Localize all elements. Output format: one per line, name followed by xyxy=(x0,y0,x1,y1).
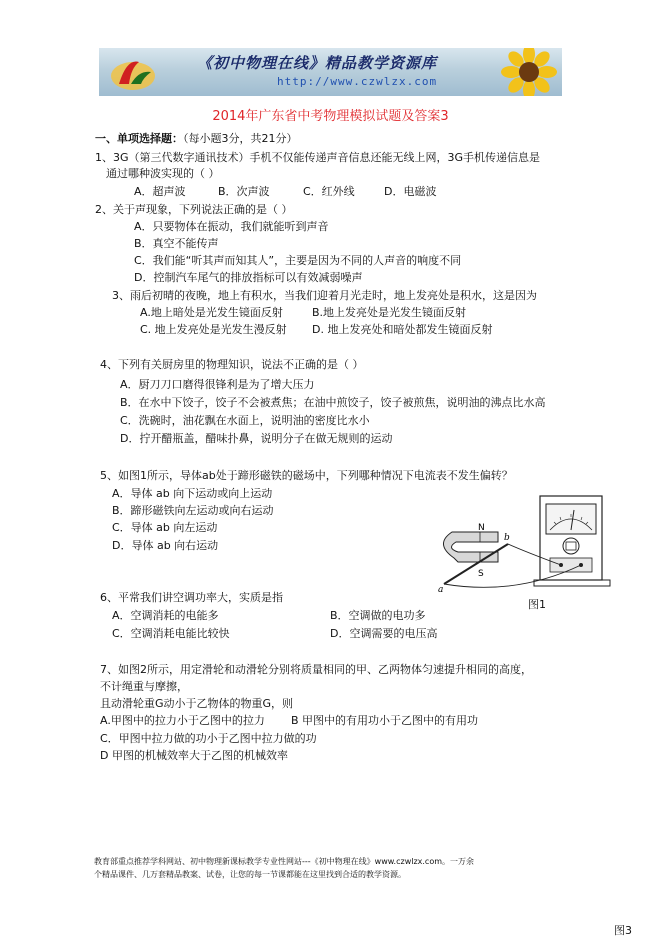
q1-option-b: B．次声波 xyxy=(218,185,270,198)
q4-option-d: D．拧开醋瓶盖，醋味扑鼻，说明分子在做无规则的运动 xyxy=(120,432,393,445)
q2-stem: 2、关于声现象，下列说法正确的是（ ） xyxy=(95,203,293,216)
label-n: N xyxy=(478,523,485,533)
logo-icon xyxy=(109,54,157,92)
label-a: a xyxy=(438,585,444,595)
q4-stem: 4、下列有关厨房里的物理知识，说法不正确的是（ ） xyxy=(100,358,364,371)
banner-url: http://www.czwlzx.com xyxy=(277,75,438,88)
banner-title: 《初中物理在线》精品教学资源库 xyxy=(197,54,438,72)
q2-option-a: A．只要物体在振动，我们就能听到声音 xyxy=(134,220,329,233)
q6-option-d: D．空调需要的电压高 xyxy=(330,627,438,640)
q5-option-c: C．导体 ab 向左运动 xyxy=(112,521,218,534)
horseshoe-magnet xyxy=(443,532,498,562)
q5-option-a: A．导体 ab 向下运动或向上运动 xyxy=(112,487,273,500)
footer-line2: 个精品课件、几万套精品教案、试卷，让您的每一节课都能在这里找到合适的教学资源。 xyxy=(94,870,406,879)
section-heading-note: （每小题3分，共21分） xyxy=(183,132,298,145)
q5-option-d: D．导体 ab 向右运动 xyxy=(112,539,219,552)
q7-option-b: B 甲图中的有用功小于乙图中的有用功 xyxy=(291,714,479,727)
q7-stem-line3: 且动滑轮重G动小于乙物体的物重G，则 xyxy=(100,697,294,710)
q4-option-b: B．在水中下饺子，饺子不会被煮焦；在油中煎饺子，饺子被煎焦，说明油的沸点比水高 xyxy=(120,396,546,409)
q7-stem-line2: 不计绳重与摩擦， xyxy=(100,680,188,693)
q3-option-b: B.地上发亮处是光发生镜面反射 xyxy=(312,306,467,319)
q3-option-c: C. 地上发亮处是光发生漫反射 xyxy=(140,323,287,336)
q7-option-c: C．甲图中拉力做的功小于乙图中拉力做的功 xyxy=(100,732,317,745)
q2-option-c: C．我们能“听其声而知其人”，主要是因为不同的人声音的响度不同 xyxy=(134,254,462,267)
q1-option-d: D．电磁波 xyxy=(384,185,437,198)
q6-option-b: B．空调做的电功多 xyxy=(330,609,426,622)
q7-option-a: A.甲图中的拉力小于乙图中的拉力 xyxy=(100,714,265,727)
q3-option-a: A.地上暗处是光发生镜面反射 xyxy=(140,306,283,319)
section-heading-label: 一、单项选择题： xyxy=(95,132,183,145)
q3-stem: 3、雨后初晴的夜晚，地上有积水，当我们迎着月光走时，地上发亮处是积水，这是因为 xyxy=(112,289,537,302)
q6-stem: 6、平常我们讲空调功率大，实质是指 xyxy=(100,591,283,604)
figure-3-label: 图3 xyxy=(614,924,632,937)
q4-option-c: C．洗碗时，油花飘在水面上，说明油的密度比水小 xyxy=(120,414,370,427)
sunflower-icon xyxy=(499,48,559,96)
q1-stem-line2: 通过哪种波实现的（ ） xyxy=(106,167,220,180)
q6-option-a: A．空调消耗的电能多 xyxy=(112,609,219,622)
q6-option-c: C．空调消耗电能比较快 xyxy=(112,627,230,640)
label-b: b xyxy=(504,533,510,543)
ammeter xyxy=(534,496,610,586)
q5-option-b: B．蹄形磁铁向左运动或向右运动 xyxy=(112,504,274,517)
q7-stem-line1: 7、如图2所示，用定滑轮和动滑轮分别将质量相同的甲、乙两物体匀速提升相同的高度， xyxy=(100,663,532,676)
label-s: S xyxy=(478,569,484,579)
q5-stem: 5、如图1所示，导体ab处于蹄形磁铁的磁场中，下列哪种情况下电流表不发生偏转？ xyxy=(100,469,513,482)
q1-option-a: A．超声波 xyxy=(134,185,186,198)
q7-option-d: D 甲图的机械效率大于乙图的机械效率 xyxy=(100,749,288,762)
q4-option-a: A．厨刀刀口磨得很锋利是为了增大压力 xyxy=(120,378,315,391)
footer-line1: 教育部重点推荐学科网站、初中物理新课标教学专业性网站---《初中物理在线》www.czwlzx.com。一万余 xyxy=(94,857,475,866)
q2-option-b: B．真空不能传声 xyxy=(134,237,219,250)
q3-option-d: D. 地上发亮处和暗处都发生镜面反射 xyxy=(312,323,493,336)
q1-stem-line1: 1、3G（第三代数字通讯技术）手机不仅能传递声音信息还能无线上网，3G手机传递信息是 xyxy=(95,151,541,164)
header-banner xyxy=(99,48,562,96)
q1-option-c: C．红外线 xyxy=(303,185,355,198)
figure-1-diagram xyxy=(436,492,616,598)
section-heading xyxy=(95,132,298,145)
document-title: 2014年广东省中考物理模拟试题及答案3 xyxy=(212,109,449,124)
q2-option-d: D．控制汽车尾气的排放指标可以有效减弱噪声 xyxy=(134,271,363,284)
figure-1-caption: 图1 xyxy=(528,598,546,611)
